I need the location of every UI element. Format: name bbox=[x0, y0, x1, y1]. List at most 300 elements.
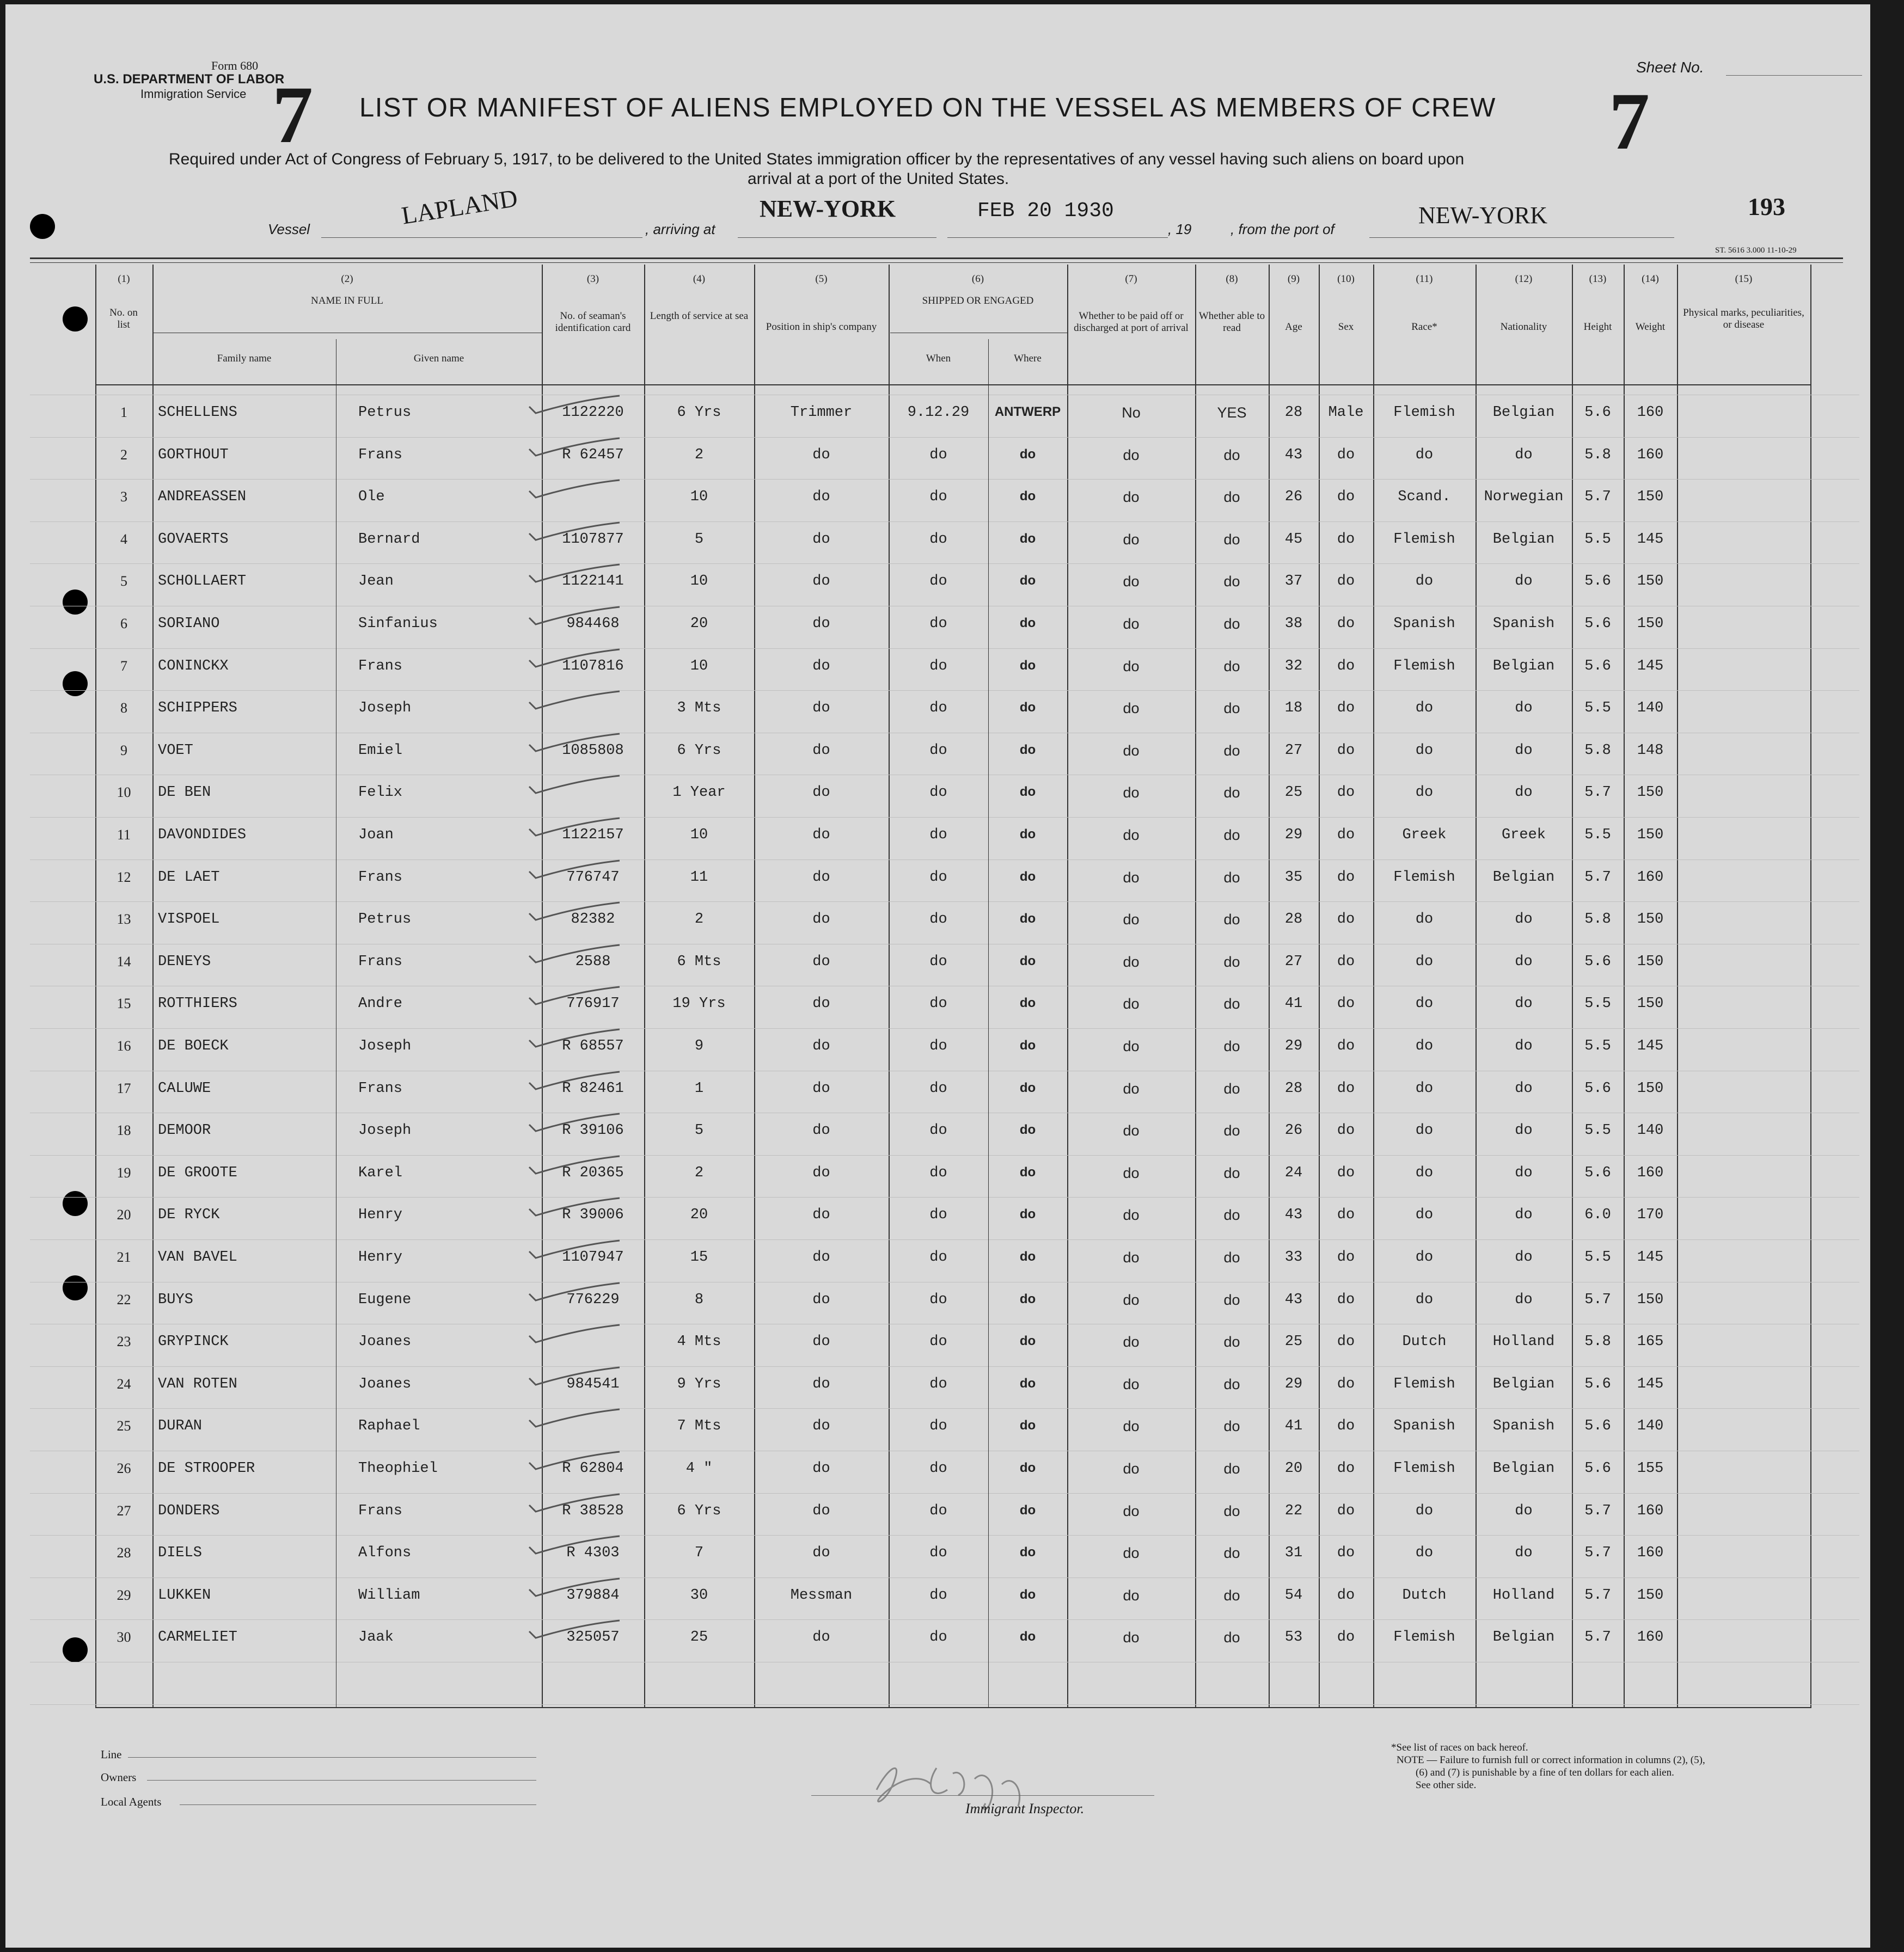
cell-age: 24 bbox=[1284, 1164, 1303, 1181]
punch-hole bbox=[63, 671, 88, 696]
cell-race: do bbox=[1415, 911, 1434, 928]
check-mark-icon bbox=[528, 901, 621, 923]
cell-where: do bbox=[1019, 742, 1036, 757]
cell-read: do bbox=[1223, 658, 1240, 674]
cell-position: do bbox=[812, 658, 830, 674]
cell-read: do bbox=[1223, 1080, 1240, 1097]
check-mark-icon bbox=[528, 986, 621, 1008]
cell-read: do bbox=[1223, 827, 1240, 843]
cell-paid: do bbox=[1123, 1418, 1140, 1435]
cell-weight: 165 bbox=[1637, 1334, 1664, 1351]
from-port: NEW-YORK bbox=[1418, 202, 1548, 229]
header-bottom-rule bbox=[95, 384, 1810, 385]
cell-age: 38 bbox=[1284, 616, 1303, 632]
cell-family: VAN BAVEL bbox=[158, 1249, 237, 1266]
cell-no: 2 bbox=[120, 446, 127, 463]
cell-position: do bbox=[812, 1418, 830, 1435]
cell-weight: 150 bbox=[1637, 911, 1664, 928]
cell-sex: do bbox=[1337, 658, 1355, 674]
cell-age: 22 bbox=[1284, 1502, 1303, 1519]
cell-age: 28 bbox=[1284, 404, 1303, 421]
cell-when: do bbox=[929, 911, 947, 928]
cell-nat: Belgian bbox=[1492, 1629, 1555, 1646]
cell-paid: do bbox=[1123, 1460, 1140, 1477]
cell-sex: do bbox=[1337, 1334, 1355, 1351]
cell-no: 24 bbox=[117, 1376, 131, 1392]
check-mark-icon bbox=[528, 860, 621, 881]
table-top-rule bbox=[30, 257, 1843, 259]
cell-nat: do bbox=[1515, 1545, 1533, 1562]
cell-paid: do bbox=[1123, 1249, 1140, 1266]
cell-no: 26 bbox=[117, 1460, 131, 1476]
cell-when: do bbox=[929, 827, 947, 843]
cell-paid: do bbox=[1123, 700, 1140, 717]
service-name: Immigration Service bbox=[140, 87, 247, 101]
cell-nat: Belgian bbox=[1492, 531, 1555, 548]
cell-nat: do bbox=[1515, 784, 1533, 801]
cell-paid: do bbox=[1123, 1376, 1140, 1392]
cell-when: do bbox=[929, 742, 947, 759]
date-underline bbox=[947, 237, 1168, 238]
cell-race: Dutch bbox=[1402, 1587, 1447, 1604]
cell-where: do bbox=[1019, 1164, 1036, 1180]
cell-age: 25 bbox=[1284, 1334, 1303, 1351]
cell-family: DAVONDIDES bbox=[158, 827, 247, 843]
cell-height: 5.5 bbox=[1584, 1122, 1611, 1139]
cell-read: do bbox=[1223, 531, 1240, 548]
cell-paid: do bbox=[1123, 1038, 1140, 1054]
cell-nat: Belgian bbox=[1492, 658, 1555, 674]
cell-race: do bbox=[1415, 1164, 1434, 1181]
row-rule bbox=[30, 437, 1859, 438]
cell-age: 41 bbox=[1284, 996, 1303, 1012]
manifest-title: LIST OR MANIFEST OF ALIENS EMPLOYED ON THE VESSEL AS MEMBERS OF CREW bbox=[359, 93, 1496, 122]
cell-given: Eugene bbox=[358, 1291, 412, 1308]
cell-weight: 150 bbox=[1637, 1291, 1664, 1308]
cell-no: 8 bbox=[120, 700, 127, 716]
cell-sex: do bbox=[1337, 446, 1355, 463]
column-header: Physical marks, peculiarities, or disease bbox=[1683, 307, 1804, 330]
check-mark-icon bbox=[528, 606, 621, 628]
cell-sex: do bbox=[1337, 616, 1355, 632]
check-mark-icon bbox=[528, 1028, 621, 1050]
check-mark-icon bbox=[528, 1493, 621, 1515]
column-header: No. of seaman's identification card bbox=[555, 310, 631, 334]
cell-weight: 140 bbox=[1637, 1122, 1664, 1139]
cell-race: Scand. bbox=[1398, 489, 1451, 506]
cell-height: 5.5 bbox=[1584, 1249, 1611, 1266]
cell-height: 5.8 bbox=[1584, 911, 1611, 928]
cell-sex: do bbox=[1337, 700, 1355, 717]
cell-nat: Spanish bbox=[1492, 1418, 1555, 1435]
cell-position: do bbox=[812, 1502, 830, 1519]
cell-given: Joanes bbox=[358, 1376, 412, 1392]
cell-no: 20 bbox=[117, 1207, 131, 1223]
cell-position: do bbox=[812, 616, 830, 632]
check-mark-icon bbox=[528, 1535, 621, 1557]
cell-family: ANDREASSEN bbox=[158, 489, 247, 506]
cell-service: 7 Mts bbox=[677, 1418, 721, 1435]
cell-position: do bbox=[812, 1249, 830, 1266]
cell-race: Dutch bbox=[1402, 1334, 1447, 1351]
column-number: (14) bbox=[1642, 273, 1659, 285]
cell-position: do bbox=[812, 1545, 830, 1562]
arriving-underline bbox=[738, 237, 936, 238]
cell-when: do bbox=[929, 573, 947, 590]
column-number: (9) bbox=[1287, 273, 1300, 285]
cell-given: Andre bbox=[358, 996, 403, 1012]
cell-service: 2 bbox=[694, 911, 704, 928]
cell-read: do bbox=[1223, 1418, 1240, 1435]
check-mark-icon bbox=[528, 437, 621, 459]
cell-read: do bbox=[1223, 1545, 1240, 1562]
check-mark-icon bbox=[528, 563, 621, 585]
column-number: (10) bbox=[1337, 273, 1355, 285]
cell-family: ROTTHIERS bbox=[158, 996, 237, 1012]
cell-age: 32 bbox=[1284, 658, 1303, 674]
cell-race: Flemish bbox=[1393, 1376, 1455, 1392]
cell-age: 29 bbox=[1284, 1376, 1303, 1392]
cell-card: R 4303 bbox=[566, 1545, 620, 1562]
cell-when: do bbox=[929, 446, 947, 463]
big-number-left: 7 bbox=[272, 70, 313, 160]
cell-weight: 145 bbox=[1637, 1376, 1664, 1392]
cell-paid: do bbox=[1123, 1080, 1140, 1097]
cell-sex: do bbox=[1337, 996, 1355, 1012]
cell-sex: do bbox=[1337, 827, 1355, 843]
cell-position: do bbox=[812, 911, 830, 928]
cell-given: Joan bbox=[358, 827, 394, 843]
cell-nat: Holland bbox=[1492, 1587, 1555, 1604]
cell-weight: 150 bbox=[1637, 573, 1664, 590]
line-label: Line bbox=[101, 1748, 122, 1761]
cell-position: do bbox=[812, 1207, 830, 1224]
cell-where: do bbox=[1019, 953, 1036, 968]
cell-read: YES bbox=[1217, 404, 1247, 421]
cell-race: do bbox=[1415, 1545, 1434, 1562]
subtitle-line-2: arrival at a port of the United States. bbox=[748, 170, 1009, 188]
cell-family: DIELS bbox=[158, 1545, 203, 1562]
cell-height: 5.7 bbox=[1584, 1291, 1611, 1308]
cell-family: LUKKEN bbox=[158, 1587, 211, 1604]
cell-family: GORTHOUT bbox=[158, 446, 229, 463]
check-mark-icon bbox=[528, 1155, 621, 1177]
cell-sex: do bbox=[1337, 1122, 1355, 1139]
cell-sex: do bbox=[1337, 784, 1355, 801]
cell-weight: 140 bbox=[1637, 700, 1664, 717]
cell-given: Jean bbox=[358, 573, 394, 590]
cell-height: 5.6 bbox=[1584, 1080, 1611, 1097]
cell-height: 5.6 bbox=[1584, 658, 1611, 674]
punch-hole bbox=[30, 214, 55, 239]
cell-race: do bbox=[1415, 1080, 1434, 1097]
cell-where: ANTWERP bbox=[994, 404, 1061, 419]
cell-weight: 145 bbox=[1637, 1249, 1664, 1266]
cell-position: do bbox=[812, 869, 830, 886]
cell-given: Felix bbox=[358, 784, 403, 801]
vessel-underline bbox=[321, 237, 642, 238]
column-number: (2) bbox=[341, 273, 353, 285]
cell-given: Theophiel bbox=[358, 1460, 438, 1477]
cell-paid: do bbox=[1123, 1545, 1140, 1562]
cell-read: do bbox=[1223, 1587, 1240, 1604]
cell-read: do bbox=[1223, 446, 1240, 463]
cell-position: do bbox=[812, 784, 830, 801]
column-number: (12) bbox=[1515, 273, 1533, 285]
cell-family: DE LAET bbox=[158, 869, 220, 886]
cell-sex: do bbox=[1337, 1038, 1355, 1054]
department-name: U.S. DEPARTMENT OF LABOR bbox=[94, 72, 285, 87]
cell-given: Henry bbox=[358, 1249, 403, 1266]
cell-read: do bbox=[1223, 489, 1240, 506]
cell-sex: do bbox=[1337, 1164, 1355, 1181]
sheet-number-line bbox=[1726, 75, 1862, 76]
cell-family: DE RYCK bbox=[158, 1207, 220, 1224]
cell-where: do bbox=[1019, 1080, 1036, 1095]
cell-age: 45 bbox=[1284, 531, 1303, 548]
form-number: Form 680 bbox=[211, 59, 259, 72]
row-rule bbox=[30, 1577, 1859, 1578]
cell-paid: do bbox=[1123, 1587, 1140, 1604]
inspector-signature-line bbox=[811, 1795, 1154, 1796]
cell-read: do bbox=[1223, 1291, 1240, 1308]
cell-service: 9 Yrs bbox=[677, 1376, 721, 1392]
cell-where: do bbox=[1019, 1545, 1036, 1560]
cell-age: 41 bbox=[1284, 1418, 1303, 1435]
cell-service: 2 bbox=[694, 446, 704, 463]
cell-age: 28 bbox=[1284, 911, 1303, 928]
cell-family: SCHOLLAERT bbox=[158, 573, 247, 590]
cell-family: DONDERS bbox=[158, 1502, 220, 1519]
given-name-header: Given name bbox=[413, 353, 464, 364]
cell-height: 5.6 bbox=[1584, 573, 1611, 590]
cell-age: 27 bbox=[1284, 742, 1303, 759]
cell-where: do bbox=[1019, 573, 1036, 588]
cell-service: 4 " bbox=[685, 1460, 713, 1477]
check-mark-icon bbox=[528, 1071, 621, 1092]
cell-nat: do bbox=[1515, 1122, 1533, 1139]
cell-read: do bbox=[1223, 573, 1240, 590]
cell-when: do bbox=[929, 700, 947, 717]
table-bottom-rule bbox=[95, 1707, 1810, 1708]
page-number: 193 bbox=[1748, 193, 1785, 220]
cell-service: 7 bbox=[694, 1545, 704, 1562]
cell-race: Flemish bbox=[1393, 404, 1455, 421]
cell-race: Greek bbox=[1402, 827, 1447, 843]
column-number: (1) bbox=[118, 273, 130, 285]
column-header: Position in ship's company bbox=[766, 321, 877, 333]
cell-read: do bbox=[1223, 1502, 1240, 1519]
check-mark-icon bbox=[528, 1577, 621, 1599]
column-header: SHIPPED OR ENGAGED bbox=[922, 295, 1034, 306]
cell-where: do bbox=[1019, 1502, 1036, 1518]
check-mark-icon bbox=[528, 1282, 621, 1304]
cell-no: 16 bbox=[117, 1038, 131, 1054]
cell-when: do bbox=[929, 531, 947, 548]
cell-card: 984468 bbox=[566, 616, 620, 632]
cell-weight: 150 bbox=[1637, 996, 1664, 1012]
cell-age: 27 bbox=[1284, 953, 1303, 970]
cell-service: 10 bbox=[690, 489, 708, 506]
cell-age: 37 bbox=[1284, 573, 1303, 590]
cell-nat: do bbox=[1515, 996, 1533, 1012]
cell-when: do bbox=[929, 616, 947, 632]
cell-when: do bbox=[929, 1164, 947, 1181]
cell-service: 30 bbox=[690, 1587, 708, 1604]
cell-nat: do bbox=[1515, 911, 1533, 928]
cell-paid: do bbox=[1123, 616, 1140, 632]
cell-paid: do bbox=[1123, 1122, 1140, 1139]
cell-read: do bbox=[1223, 869, 1240, 886]
cell-sex: do bbox=[1337, 1545, 1355, 1562]
cell-paid: do bbox=[1123, 742, 1140, 759]
cell-where: do bbox=[1019, 784, 1036, 800]
row-rule bbox=[30, 1535, 1859, 1536]
cell-nat: do bbox=[1515, 700, 1533, 717]
cell-paid: do bbox=[1123, 446, 1140, 463]
cell-when: do bbox=[929, 1249, 947, 1266]
cell-height: 5.8 bbox=[1584, 1334, 1611, 1351]
cell-card: R 62457 bbox=[562, 446, 624, 463]
cell-height: 5.7 bbox=[1584, 1629, 1611, 1646]
cell-nat: Norwegian bbox=[1484, 489, 1564, 506]
cell-paid: do bbox=[1123, 1502, 1140, 1519]
cell-race: do bbox=[1415, 784, 1434, 801]
cell-age: 35 bbox=[1284, 869, 1303, 886]
cell-family: DE BOECK bbox=[158, 1038, 229, 1054]
cell-paid: do bbox=[1123, 869, 1140, 886]
cell-weight: 150 bbox=[1637, 1080, 1664, 1097]
cell-sex: Male bbox=[1328, 404, 1364, 421]
from-port-label: , from the port of bbox=[1230, 221, 1334, 237]
cell-paid: do bbox=[1123, 658, 1140, 674]
cell-nat: Spanish bbox=[1492, 616, 1555, 632]
cell-where: do bbox=[1019, 658, 1036, 673]
cell-card: R 62804 bbox=[562, 1460, 624, 1477]
big-number-right: 7 bbox=[1609, 76, 1650, 167]
family-name-header: Family name bbox=[217, 353, 272, 364]
cell-given: Joseph bbox=[358, 1038, 412, 1054]
cell-paid: do bbox=[1123, 1291, 1140, 1308]
cell-paid: do bbox=[1123, 996, 1140, 1012]
cell-race: do bbox=[1415, 1207, 1434, 1224]
cell-where: do bbox=[1019, 1122, 1036, 1138]
cell-height: 5.6 bbox=[1584, 1460, 1611, 1477]
cell-when: 9.12.29 bbox=[907, 404, 970, 421]
table-top-rule-2 bbox=[30, 262, 1843, 263]
cell-weight: 155 bbox=[1637, 1460, 1664, 1477]
cell-read: do bbox=[1223, 1164, 1240, 1181]
cell-nat: do bbox=[1515, 1207, 1533, 1224]
row-rule bbox=[30, 901, 1859, 902]
cell-service: 25 bbox=[690, 1629, 708, 1646]
cell-no: 1 bbox=[120, 404, 127, 420]
column-header: Height bbox=[1583, 321, 1612, 333]
cell-weight: 145 bbox=[1637, 1038, 1664, 1054]
column-header: Weight bbox=[1635, 321, 1666, 333]
cell-weight: 170 bbox=[1637, 1207, 1664, 1224]
cell-service: 6 Yrs bbox=[677, 1502, 721, 1519]
cell-family: GOVAERTS bbox=[158, 531, 229, 548]
cell-given: Frans bbox=[358, 658, 403, 674]
cell-given: Frans bbox=[358, 869, 403, 886]
cell-nat: do bbox=[1515, 1164, 1533, 1181]
cell-nat: do bbox=[1515, 446, 1533, 463]
cell-read: do bbox=[1223, 996, 1240, 1012]
cell-position: do bbox=[812, 742, 830, 759]
cell-given: Jaak bbox=[358, 1629, 394, 1646]
cell-read: do bbox=[1223, 1249, 1240, 1266]
cell-service: 20 bbox=[690, 616, 708, 632]
cell-age: 29 bbox=[1284, 1038, 1303, 1054]
cell-weight: 160 bbox=[1637, 1164, 1664, 1181]
cell-age: 25 bbox=[1284, 784, 1303, 801]
cell-given: Petrus bbox=[358, 911, 412, 928]
cell-height: 5.6 bbox=[1584, 1376, 1611, 1392]
row-rule bbox=[30, 479, 1859, 480]
cell-race: do bbox=[1415, 446, 1434, 463]
cell-nat: do bbox=[1515, 953, 1533, 970]
cell-when: do bbox=[929, 1629, 947, 1646]
cell-nat: Belgian bbox=[1492, 1376, 1555, 1392]
cell-read: do bbox=[1223, 1376, 1240, 1392]
arriving-port: NEW-YORK bbox=[760, 195, 896, 222]
check-mark-icon bbox=[528, 479, 621, 501]
cell-given: Alfons bbox=[358, 1545, 412, 1562]
cell-race: do bbox=[1415, 573, 1434, 590]
cell-position: do bbox=[812, 1376, 830, 1392]
cell-age: 26 bbox=[1284, 489, 1303, 506]
cell-family: DE GROOTE bbox=[158, 1164, 237, 1181]
cell-weight: 150 bbox=[1637, 1587, 1664, 1604]
local-agents-label: Local Agents bbox=[101, 1795, 162, 1808]
races-note: *See list of races on back hereof. bbox=[1391, 1742, 1528, 1753]
line-field bbox=[128, 1757, 536, 1758]
cell-given: Frans bbox=[358, 446, 403, 463]
cell-read: do bbox=[1223, 700, 1240, 717]
cell-position: Trimmer bbox=[790, 404, 853, 421]
cell-when: do bbox=[929, 1122, 947, 1139]
check-mark-icon bbox=[528, 521, 621, 543]
cell-paid: do bbox=[1123, 911, 1140, 928]
cell-position: Messman bbox=[790, 1587, 853, 1604]
cell-when: do bbox=[929, 953, 947, 970]
cell-sex: do bbox=[1337, 1629, 1355, 1646]
cell-card: 82382 bbox=[571, 911, 615, 928]
check-mark-icon bbox=[528, 817, 621, 839]
cell-service: 10 bbox=[690, 827, 708, 843]
cell-when: do bbox=[929, 1460, 947, 1477]
cell-nat: do bbox=[1515, 1502, 1533, 1519]
cell-no: 4 bbox=[120, 531, 127, 547]
cell-service: 4 Mts bbox=[677, 1334, 721, 1351]
column-header: Age bbox=[1285, 321, 1302, 333]
cell-sex: do bbox=[1337, 953, 1355, 970]
cell-when: do bbox=[929, 784, 947, 801]
cell-when: do bbox=[929, 1587, 947, 1604]
cell-family: SCHELLENS bbox=[158, 404, 237, 421]
cell-no: 19 bbox=[117, 1164, 131, 1181]
cell-read: do bbox=[1223, 784, 1240, 801]
cell-age: 43 bbox=[1284, 446, 1303, 463]
cell-card: 1122220 bbox=[562, 404, 624, 421]
check-mark-icon bbox=[528, 395, 621, 416]
cell-paid: do bbox=[1123, 1629, 1140, 1646]
column-number: (11) bbox=[1416, 273, 1433, 285]
cell-service: 2 bbox=[694, 1164, 704, 1181]
cell-paid: do bbox=[1123, 489, 1140, 506]
cell-weight: 160 bbox=[1637, 1629, 1664, 1646]
